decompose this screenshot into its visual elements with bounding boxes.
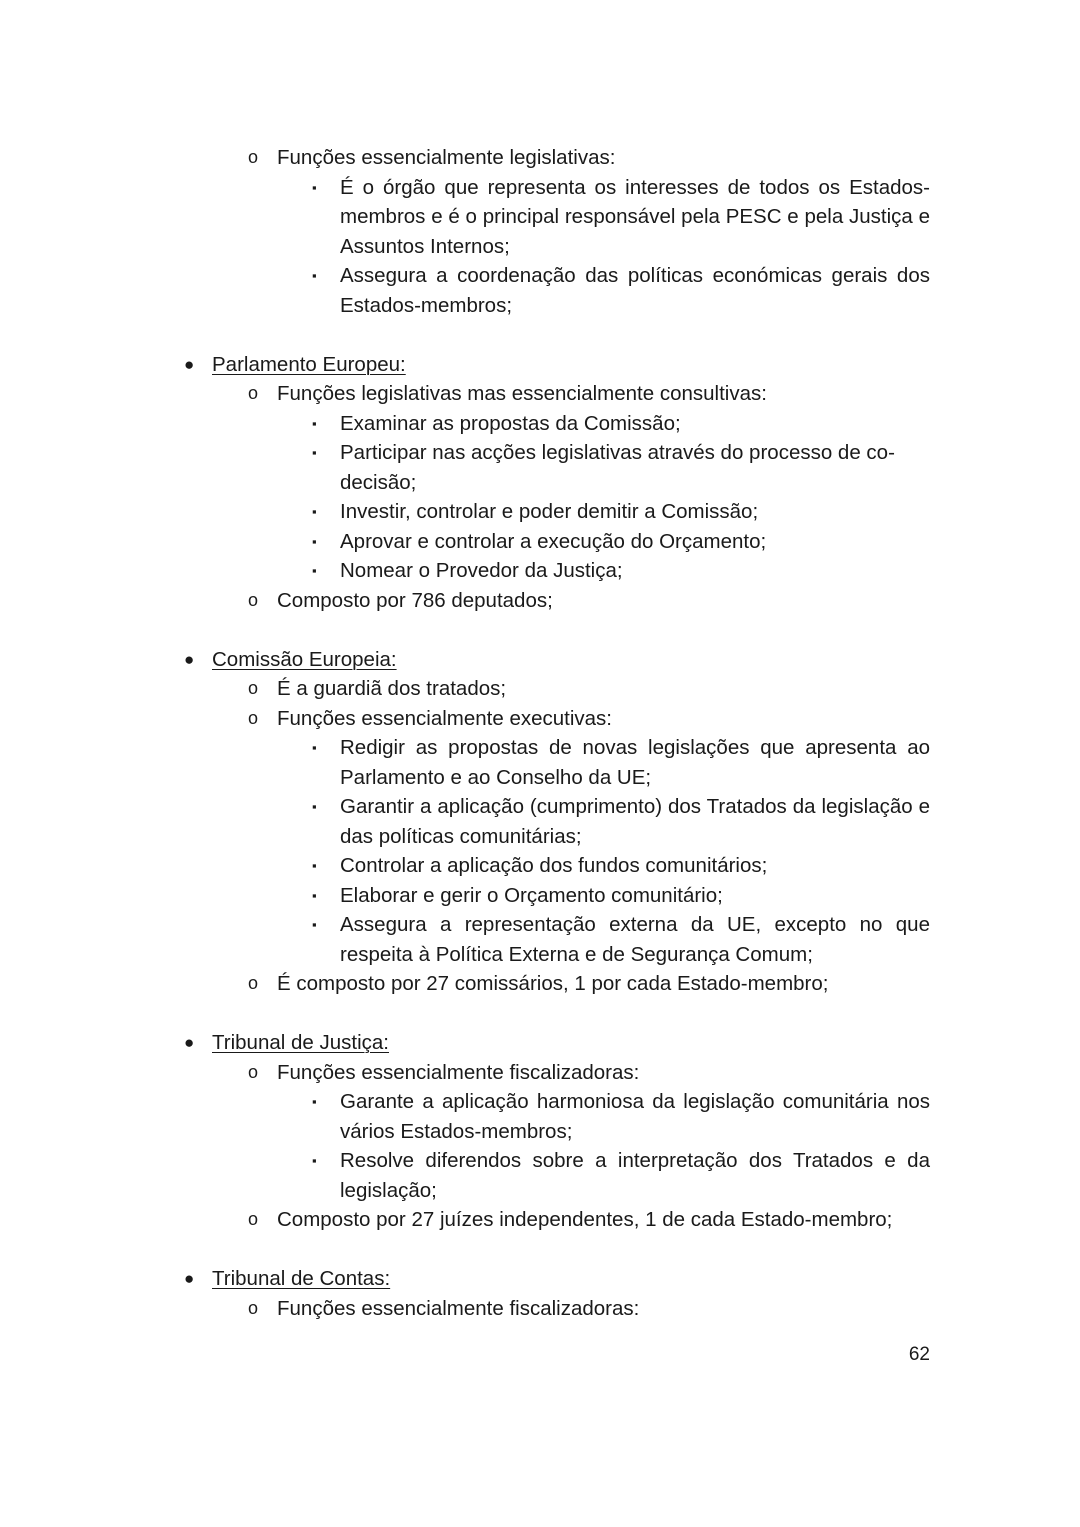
circle-bullet-icon: o — [248, 973, 259, 993]
detail-bullet-item — [312, 438, 930, 497]
circle-bullet-icon: o — [248, 1209, 259, 1229]
bullet-text: Assegura a coordenação das políticas económicas gerais dos Estados-membros; — [340, 264, 930, 317]
bullet-text: Tribunal de Justiça: — [212, 1031, 389, 1054]
detail-bullet-item — [312, 527, 930, 557]
square-bullet-icon: ▪ — [312, 858, 317, 873]
circle-bullet-icon: o — [248, 589, 259, 610]
bullet-text: É composto por 27 comissários, 1 por cada Estado-membro; — [277, 972, 829, 995]
bullet-text: Investir, controlar e poder demitir a Comissão; — [340, 500, 759, 523]
square-bullet-icon: ▪ — [312, 179, 317, 195]
section-heading — [184, 350, 930, 380]
circle-bullet-icon: o — [248, 1061, 259, 1082]
section-spacer — [0, 615, 1080, 645]
circle-bullet-icon: o — [248, 1297, 259, 1318]
square-bullet-icon: ▪ — [312, 799, 317, 814]
detail-bullet-item — [312, 1087, 930, 1146]
bullet-text: Funções essencialmente fiscalizadoras: — [277, 1296, 640, 1320]
circle-bullet-icon: o — [248, 147, 259, 167]
square-bullet-icon: ▪ — [312, 887, 317, 903]
bullet-text: Funções essencialmente legislativas: — [277, 146, 616, 169]
detail-bullet-item — [312, 851, 930, 881]
disc-bullet-icon: ● — [184, 1033, 195, 1052]
detail-bullet-item — [312, 261, 930, 320]
detail-bullet-item — [312, 792, 930, 851]
page-number: 62 — [908, 1344, 930, 1365]
detail-bullet-item — [312, 409, 930, 439]
page-body — [0, 143, 1080, 1323]
square-bullet-icon: ▪ — [312, 533, 317, 549]
bullet-text: Participar nas acções legislativas através do processo de co-decisão; — [340, 441, 895, 494]
bullet-text: Resolve diferendos sobre a interpretação dos Tratados e da legislação; — [340, 1149, 930, 1202]
sub-bullet-item — [248, 1058, 930, 1088]
detail-bullet-item — [312, 173, 930, 262]
bullet-text: É a guardiã dos tratados; — [277, 677, 507, 700]
bullet-text: Funções essencialmente fiscalizadoras: — [277, 1060, 640, 1084]
sub-bullet-item — [248, 969, 930, 999]
bullet-text: Composto por 786 deputados; — [277, 588, 553, 612]
bullet-text: Aprovar e controlar a execução do Orçamento; — [340, 529, 767, 553]
square-bullet-icon: ▪ — [312, 563, 317, 578]
circle-bullet-icon: o — [248, 383, 259, 403]
bullet-text: Garantir a aplicação (cumprimento) dos Tratados da legislação e das políticas comunitárias; — [340, 795, 930, 848]
circle-bullet-icon: o — [248, 707, 259, 728]
square-bullet-icon: ▪ — [312, 268, 317, 283]
bullet-text: Assegura a representação externa da UE, excepto no que respeita à Política Externa e de Segurança Comum; — [340, 913, 930, 966]
bullet-text: Composto por 27 juízes independentes, 1 de cada Estado-membro; — [277, 1208, 893, 1231]
bullet-text: Comissão Europeia: — [212, 647, 397, 671]
square-bullet-icon: ▪ — [312, 504, 317, 519]
bullet-text: É o órgão que representa os interesses de todos os Estados-membros e é o principal responsável pela PESC e pela Justiça e Assuntos Internos; — [340, 175, 930, 258]
sub-bullet-item — [248, 379, 930, 409]
bullet-text: Parlamento Europeu: — [212, 352, 406, 376]
square-bullet-icon: ▪ — [312, 415, 317, 431]
section-heading — [184, 645, 930, 675]
square-bullet-icon: ▪ — [312, 740, 317, 755]
bullet-text: Tribunal de Contas: — [212, 1267, 391, 1290]
section-spacer — [0, 1235, 1080, 1265]
square-bullet-icon: ▪ — [312, 917, 317, 932]
section-heading — [184, 1028, 930, 1058]
square-bullet-icon: ▪ — [312, 445, 317, 460]
detail-bullet-item — [312, 556, 930, 586]
bullet-text: Controlar a aplicação dos fundos comunitários; — [340, 854, 768, 877]
detail-bullet-item — [312, 881, 930, 911]
detail-bullet-item — [312, 497, 930, 527]
bullet-text: Examinar as propostas da Comissão; — [340, 411, 681, 435]
section-spacer — [0, 999, 1080, 1029]
sub-bullet-item — [248, 586, 930, 616]
bullet-text: Garante a aplicação harmoniosa da legislação comunitária nos vários Estados-membros; — [340, 1090, 930, 1143]
section-spacer — [0, 320, 1080, 350]
bullet-text: Funções essencialmente executivas: — [277, 706, 613, 730]
bullet-text: Funções legislativas mas essencialmente consultivas: — [277, 382, 767, 405]
sub-bullet-item — [248, 674, 930, 704]
bullet-text: Elaborar e gerir o Orçamento comunitário; — [340, 883, 723, 907]
sub-bullet-item — [248, 1294, 930, 1324]
disc-bullet-icon: ● — [184, 649, 195, 669]
sub-bullet-item — [248, 1205, 930, 1235]
sub-bullet-item — [248, 143, 930, 173]
square-bullet-icon: ▪ — [312, 1153, 317, 1168]
section-heading — [184, 1264, 930, 1294]
detail-bullet-item — [312, 733, 930, 792]
bullet-text: Nomear o Provedor da Justiça; — [340, 559, 623, 582]
bullet-text: Redigir as propostas de novas legislações que apresenta ao Parlamento e ao Conselho da UE; — [340, 736, 930, 789]
detail-bullet-item — [312, 1146, 930, 1205]
circle-bullet-icon: o — [248, 678, 259, 698]
disc-bullet-icon: ● — [184, 354, 195, 374]
detail-bullet-item — [312, 910, 930, 969]
disc-bullet-icon: ● — [184, 1269, 195, 1288]
square-bullet-icon: ▪ — [312, 1094, 317, 1109]
sub-bullet-item — [248, 704, 930, 734]
